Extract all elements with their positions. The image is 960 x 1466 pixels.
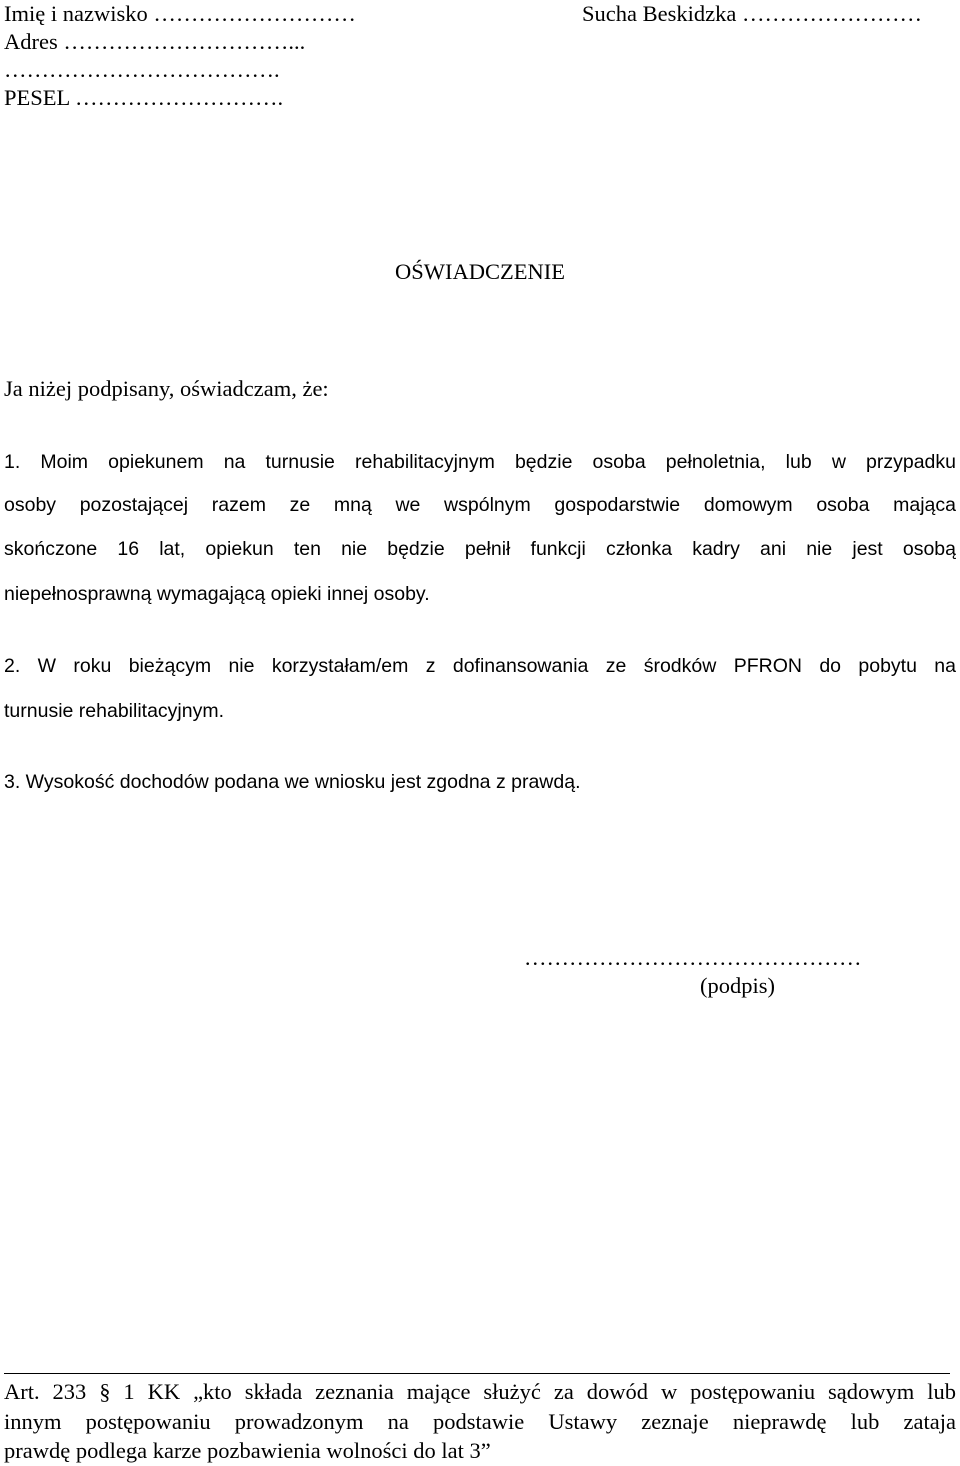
item-1-line-4: niepełnosprawną wymagającą opieki innej osoby. bbox=[4, 583, 430, 605]
address-field-line: Adres …………………………... bbox=[4, 29, 306, 54]
intro-statement: Ja niżej podpisany, oświadczam, że: bbox=[4, 376, 329, 401]
footnote-line-1: Art. 233 § 1 KK „kto składa zeznania mające służyć za dowód w postępowaniu sądowym lub bbox=[4, 1379, 956, 1404]
footnote-line-3: prawdę podlega karze pozbawienia wolności do lat 3” bbox=[4, 1438, 491, 1463]
footnote-divider bbox=[4, 1373, 950, 1374]
item-1-line-3: skończone 16 lat, opiekun ten nie będzie pełnił funkcji członka kadry ani nie jest osobą bbox=[4, 538, 956, 560]
pesel-field-line: PESEL ………………………. bbox=[4, 85, 284, 110]
item-1-line-1: 1. Moim opiekunem na turnusie rehabilitacyjnym będzie osoba pełnoletnia, lub w przypadku bbox=[4, 451, 956, 473]
item-2-line-1: 2. W roku bieżącym nie korzystałam/em z dofinansowania ze środków PFRON do pobytu na bbox=[4, 655, 956, 677]
address-continuation-line: ………………………………. bbox=[4, 57, 280, 82]
document-title: OŚWIADCZENIE bbox=[395, 259, 565, 284]
signature-label: (podpis) bbox=[700, 973, 775, 998]
item-3-line-1: 3. Wysokość dochodów podana we wniosku jest zgodna z prawdą. bbox=[4, 771, 581, 793]
footnote-line-2: innym postępowaniu prowadzonym na podstawie Ustawy zeznaje nieprawdę lub zataja bbox=[4, 1409, 956, 1434]
place-field-line: Sucha Beskidzka …………………… bbox=[582, 1, 922, 26]
signature-dots: ……………………………………… bbox=[524, 945, 862, 970]
item-1-line-2: osoby pozostającej razem ze mną we wspólnym gospodarstwie domowym osoba mająca bbox=[4, 494, 956, 516]
name-field-line: Imię i nazwisko ……………………… bbox=[4, 1, 356, 26]
item-2-line-2: turnusie rehabilitacyjnym. bbox=[4, 700, 225, 722]
